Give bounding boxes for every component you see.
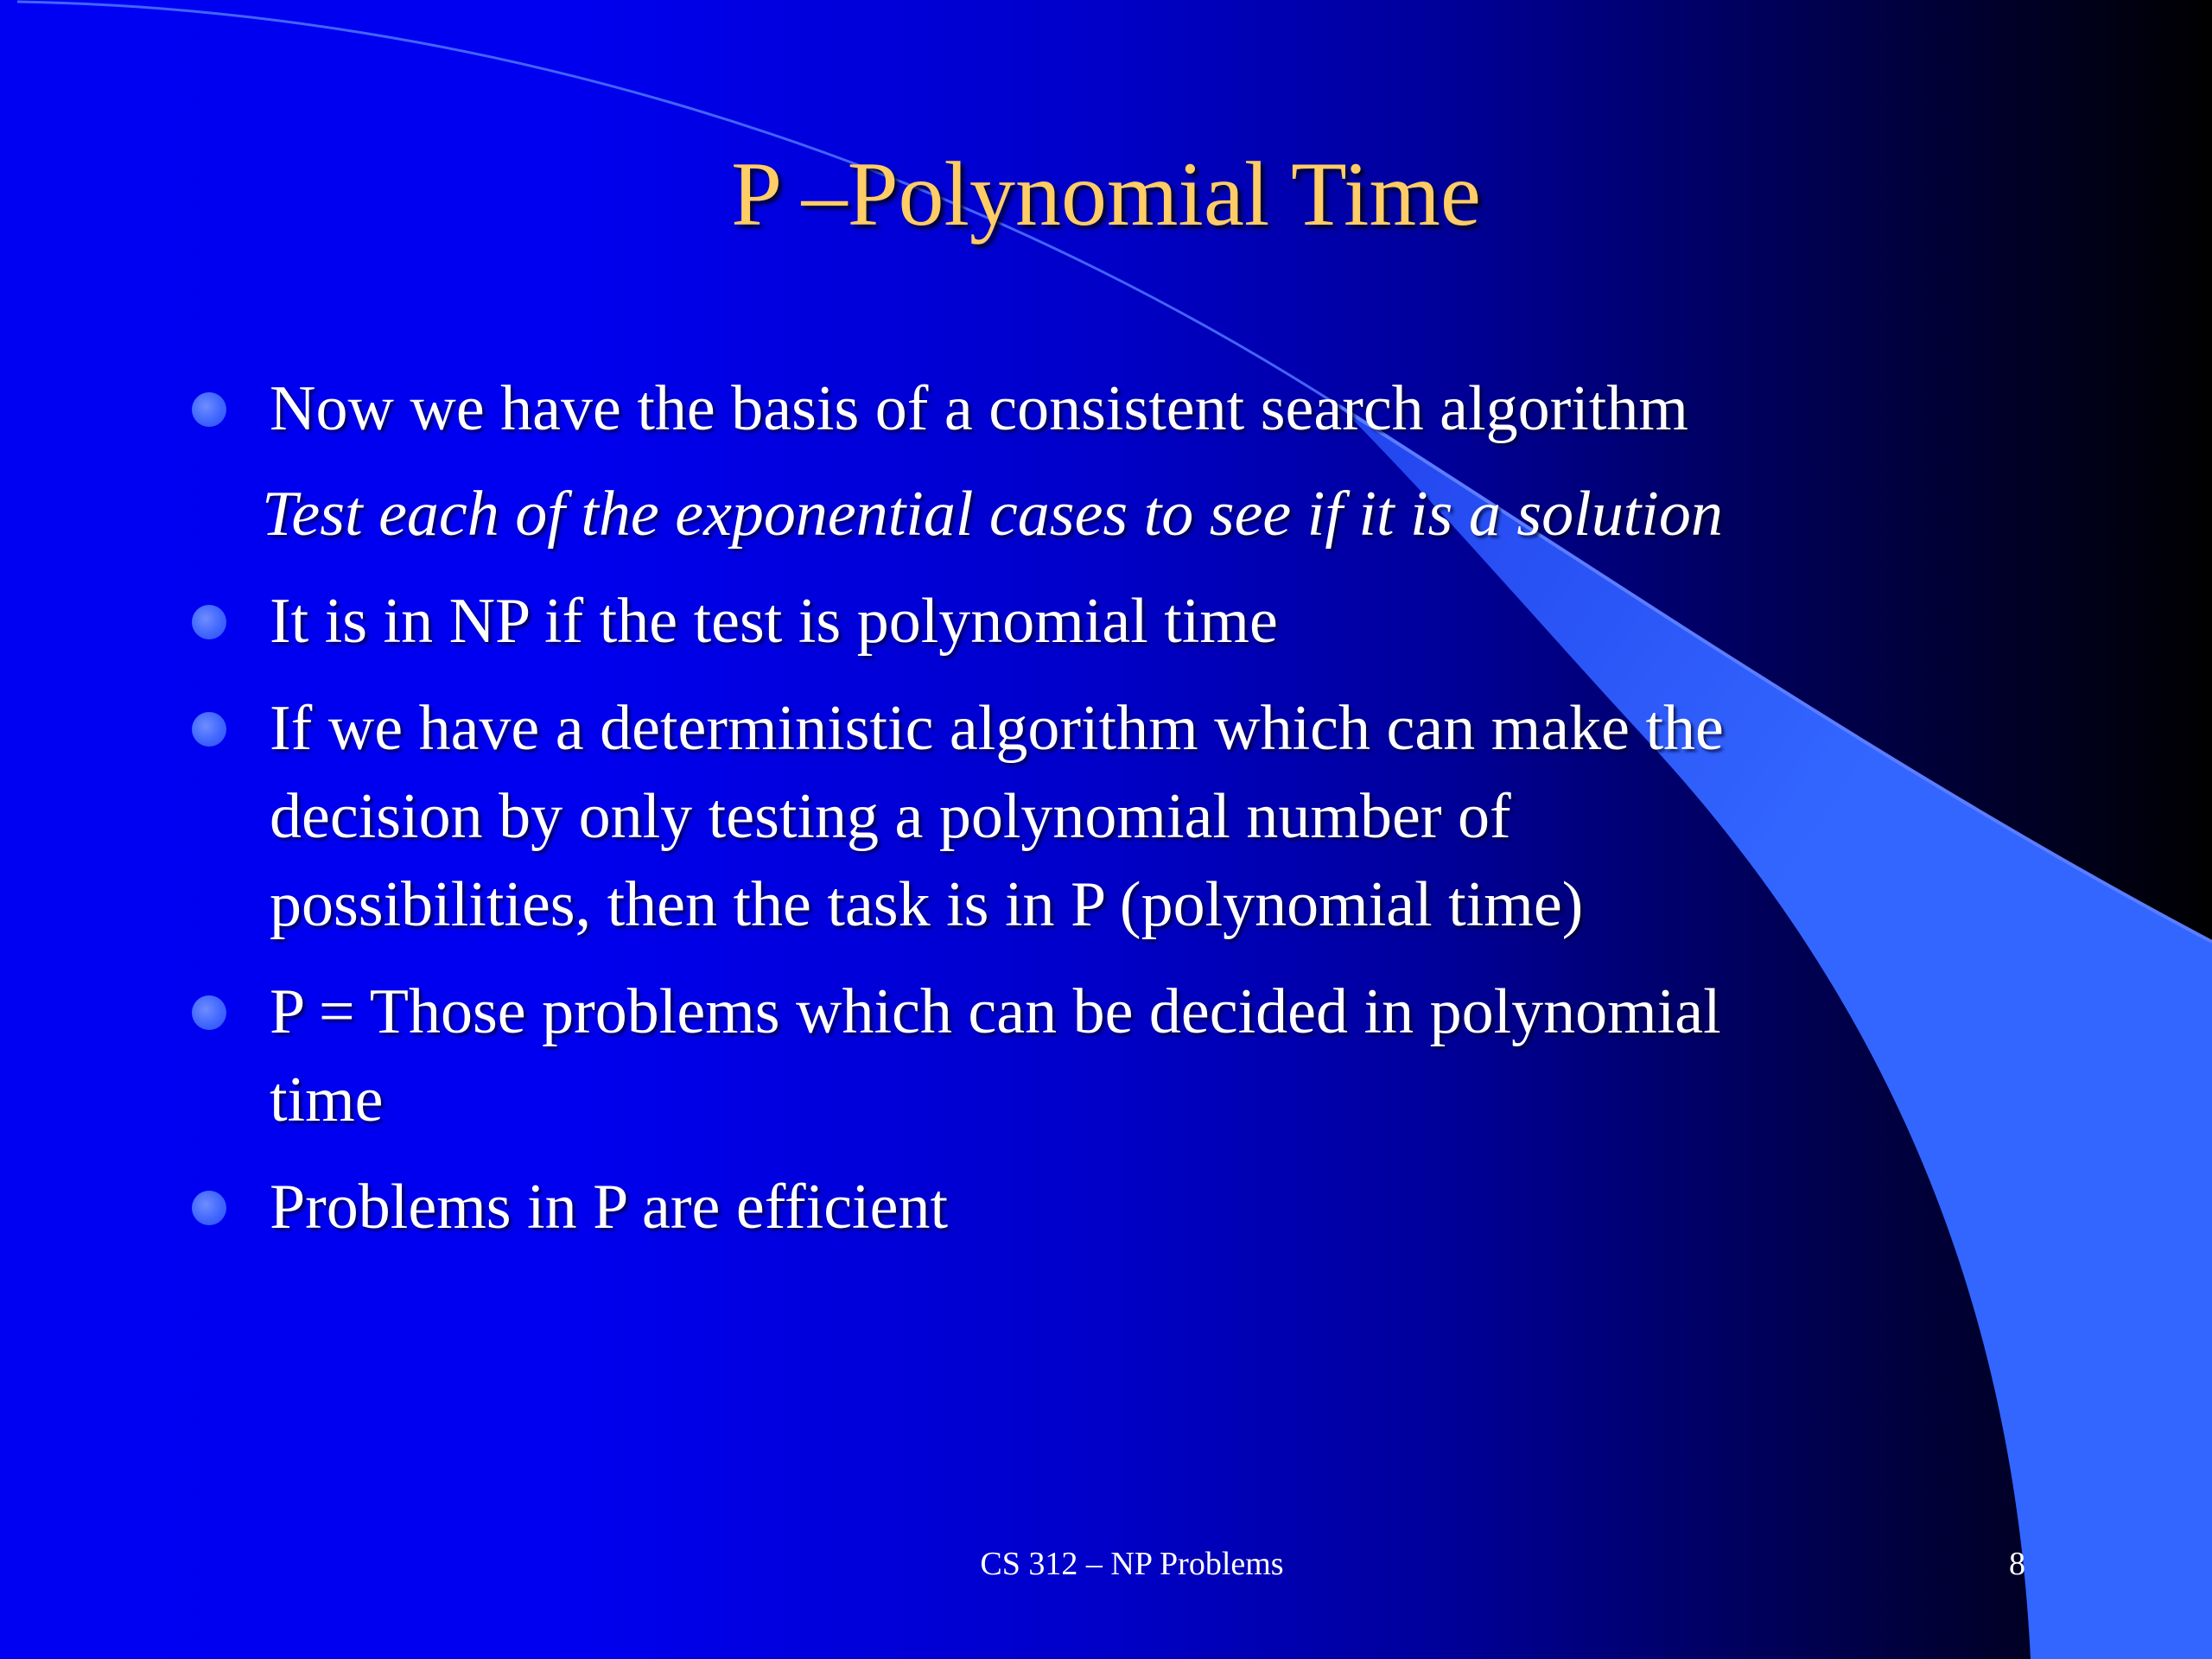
bullet-line: If we have a deterministic algorithm which can make the (270, 693, 1724, 764)
slide-footer: CS 312 – NP Problems (980, 1546, 1284, 1582)
bullet-dot (192, 995, 226, 1030)
bullet-subline: Test each of the exponential cases to see if it is a solution (262, 479, 1723, 550)
bullet-line: time (270, 1065, 384, 1135)
bullet-line: Problems in P are efficient (270, 1172, 949, 1243)
bullet-line: Now we have the basis of a consistent search algorithm (270, 373, 1688, 444)
bullet-dot (192, 1191, 226, 1225)
slide-number: 8 (2009, 1546, 2025, 1582)
bullet-line: decision by only testing a polynomial number of (270, 781, 1511, 852)
bullet-line: It is in NP if the test is polynomial time (270, 586, 1278, 657)
bullet-line: possibilities, then the task is in P (polynomial time) (270, 869, 1584, 940)
bullet-dot (192, 605, 226, 639)
bullet-line: P = Those problems which can be decided in polynomial (270, 976, 1721, 1047)
bullet-dot (192, 712, 226, 747)
bullet-dot (192, 392, 226, 427)
slide-title: P –Polynomial Time (731, 143, 1481, 245)
